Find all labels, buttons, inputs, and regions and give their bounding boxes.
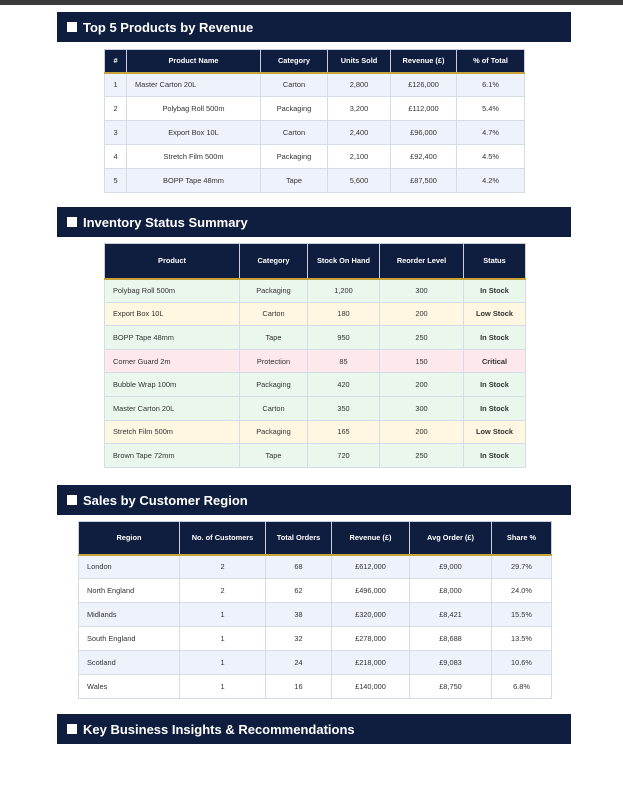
share-cell: 10.6%	[492, 651, 552, 675]
table-row	[105, 349, 526, 373]
units-cell: 5,600	[328, 169, 391, 193]
table-row	[105, 169, 525, 193]
revenue-cell: £278,000	[332, 627, 410, 651]
product-cell: Export Box 10L	[127, 121, 261, 145]
table-row	[105, 97, 525, 121]
revenue-cell: £612,000	[332, 555, 410, 579]
revenue-cell: £92,400	[391, 145, 457, 169]
product-cell: BOPP Tape 48mm	[105, 326, 240, 350]
revenue-cell: £320,000	[332, 603, 410, 627]
reorder-cell: 150	[380, 349, 464, 373]
product-cell: Export Box 10L	[105, 302, 240, 326]
table-row	[79, 555, 552, 579]
col-header-category: Category	[240, 244, 308, 279]
stock-cell: 165	[308, 420, 380, 444]
section-title: Top 5 Products by Revenue	[83, 19, 254, 35]
table-row	[105, 121, 525, 145]
col-header-orders: Total Orders	[266, 522, 332, 555]
product-cell: BOPP Tape 48mm	[127, 169, 261, 193]
table-row	[79, 627, 552, 651]
category-cell: Packaging	[240, 420, 308, 444]
category-cell: Packaging	[261, 145, 328, 169]
reorder-cell: 300	[380, 396, 464, 420]
col-header-avg-order: Avg Order (£)	[410, 522, 492, 555]
orders-cell: 62	[266, 579, 332, 603]
stock-cell: 950	[308, 326, 380, 350]
status-cell: In Stock	[464, 373, 526, 397]
category-cell: Protection	[240, 349, 308, 373]
revenue-cell: £87,500	[391, 169, 457, 193]
col-header-category: Category	[261, 50, 328, 73]
col-header-share: Share %	[492, 522, 552, 555]
avg-order-cell: £8,000	[410, 579, 492, 603]
section-header-insights	[57, 714, 571, 744]
share-cell: 29.7%	[492, 555, 552, 579]
reorder-cell: 250	[380, 444, 464, 468]
region-cell: Scotland	[79, 651, 180, 675]
orders-cell: 68	[266, 555, 332, 579]
status-cell: In Stock	[464, 444, 526, 468]
orders-cell: 16	[266, 675, 332, 699]
category-cell: Carton	[261, 73, 328, 97]
reorder-cell: 200	[380, 302, 464, 326]
regions-table	[78, 521, 552, 699]
section-header-top-products	[57, 12, 571, 42]
col-header-rank: #	[105, 50, 127, 73]
status-cell: In Stock	[464, 279, 526, 303]
table-row	[105, 279, 526, 303]
status-cell: Low Stock	[464, 420, 526, 444]
orders-cell: 24	[266, 651, 332, 675]
avg-order-cell: £8,688	[410, 627, 492, 651]
col-header-product: Product Name	[127, 50, 261, 73]
revenue-cell: £96,000	[391, 121, 457, 145]
page-top-border	[0, 0, 623, 5]
table-row	[105, 420, 526, 444]
avg-order-cell: £8,750	[410, 675, 492, 699]
share-cell: 6.8%	[492, 675, 552, 699]
table-row	[105, 373, 526, 397]
stock-cell: 180	[308, 302, 380, 326]
table-row	[105, 444, 526, 468]
region-cell: Wales	[79, 675, 180, 699]
category-cell: Tape	[240, 326, 308, 350]
table-row	[79, 603, 552, 627]
category-cell: Packaging	[240, 279, 308, 303]
product-cell: Master Carton 20L	[105, 396, 240, 420]
percent-cell: 4.2%	[457, 169, 525, 193]
square-bullet-icon	[67, 217, 77, 227]
share-cell: 13.5%	[492, 627, 552, 651]
square-bullet-icon	[67, 495, 77, 505]
units-cell: 2,800	[328, 73, 391, 97]
units-cell: 3,200	[328, 97, 391, 121]
category-cell: Carton	[261, 121, 328, 145]
percent-cell: 6.1%	[457, 73, 525, 97]
category-cell: Tape	[261, 169, 328, 193]
region-cell: London	[79, 555, 180, 579]
category-cell: Packaging	[261, 97, 328, 121]
square-bullet-icon	[67, 22, 77, 32]
rank-cell: 4	[105, 145, 127, 169]
table-row	[105, 396, 526, 420]
table-header-row	[79, 522, 552, 555]
status-cell: In Stock	[464, 326, 526, 350]
col-header-product: Product	[105, 244, 240, 279]
product-cell: Polybag Roll 500m	[127, 97, 261, 121]
col-header-customers: No. of Customers	[180, 522, 266, 555]
region-cell: South England	[79, 627, 180, 651]
customers-cell: 1	[180, 675, 266, 699]
top-products-table	[104, 49, 525, 193]
reorder-cell: 200	[380, 420, 464, 444]
inventory-table	[104, 243, 526, 468]
product-cell: Stretch Film 500m	[105, 420, 240, 444]
orders-cell: 32	[266, 627, 332, 651]
avg-order-cell: £9,083	[410, 651, 492, 675]
revenue-cell: £140,000	[332, 675, 410, 699]
rank-cell: 1	[105, 73, 127, 97]
revenue-cell: £126,000	[391, 73, 457, 97]
col-header-revenue: Revenue (£)	[391, 50, 457, 73]
product-cell: Bubble Wrap 100m	[105, 373, 240, 397]
col-header-revenue: Revenue (£)	[332, 522, 410, 555]
col-header-status: Status	[464, 244, 526, 279]
section-header-regions	[57, 485, 571, 515]
customers-cell: 1	[180, 603, 266, 627]
col-header-stock: Stock On Hand	[308, 244, 380, 279]
customers-cell: 1	[180, 627, 266, 651]
revenue-cell: £218,000	[332, 651, 410, 675]
category-cell: Tape	[240, 444, 308, 468]
region-cell: North England	[79, 579, 180, 603]
orders-cell: 38	[266, 603, 332, 627]
table-header-row	[105, 244, 526, 279]
category-cell: Packaging	[240, 373, 308, 397]
rank-cell: 5	[105, 169, 127, 193]
reorder-cell: 250	[380, 326, 464, 350]
region-cell: Midlands	[79, 603, 180, 627]
table-row	[79, 651, 552, 675]
share-cell: 15.5%	[492, 603, 552, 627]
reorder-cell: 200	[380, 373, 464, 397]
percent-cell: 4.7%	[457, 121, 525, 145]
share-cell: 24.0%	[492, 579, 552, 603]
table-row	[79, 675, 552, 699]
table-row	[105, 302, 526, 326]
stock-cell: 1,200	[308, 279, 380, 303]
rank-cell: 3	[105, 121, 127, 145]
rank-cell: 2	[105, 97, 127, 121]
percent-cell: 4.5%	[457, 145, 525, 169]
product-cell: Polybag Roll 500m	[105, 279, 240, 303]
table-row	[105, 73, 525, 97]
avg-order-cell: £9,000	[410, 555, 492, 579]
units-cell: 2,100	[328, 145, 391, 169]
section-title: Inventory Status Summary	[83, 214, 248, 230]
section-header-inventory	[57, 207, 571, 237]
product-cell: Stretch Film 500m	[127, 145, 261, 169]
units-cell: 2,400	[328, 121, 391, 145]
square-bullet-icon	[67, 724, 77, 734]
status-cell: In Stock	[464, 396, 526, 420]
section-title: Key Business Insights & Recommendations	[83, 721, 355, 737]
col-header-units: Units Sold	[328, 50, 391, 73]
stock-cell: 720	[308, 444, 380, 468]
col-header-percent: % of Total	[457, 50, 525, 73]
customers-cell: 2	[180, 555, 266, 579]
product-cell: Corner Guard 2m	[105, 349, 240, 373]
section-title: Sales by Customer Region	[83, 492, 248, 508]
product-cell: Brown Tape 72mm	[105, 444, 240, 468]
stock-cell: 85	[308, 349, 380, 373]
table-header-row	[105, 50, 525, 73]
table-row	[105, 326, 526, 350]
revenue-cell: £112,000	[391, 97, 457, 121]
revenue-cell: £496,000	[332, 579, 410, 603]
customers-cell: 2	[180, 579, 266, 603]
col-header-region: Region	[79, 522, 180, 555]
table-row	[79, 579, 552, 603]
table-row	[105, 145, 525, 169]
status-cell: Critical	[464, 349, 526, 373]
category-cell: Carton	[240, 302, 308, 326]
avg-order-cell: £8,421	[410, 603, 492, 627]
percent-cell: 5.4%	[457, 97, 525, 121]
stock-cell: 420	[308, 373, 380, 397]
reorder-cell: 300	[380, 279, 464, 303]
col-header-reorder: Reorder Level	[380, 244, 464, 279]
stock-cell: 350	[308, 396, 380, 420]
product-cell: Master Carton 20L	[127, 73, 261, 97]
category-cell: Carton	[240, 396, 308, 420]
status-cell: Low Stock	[464, 302, 526, 326]
customers-cell: 1	[180, 651, 266, 675]
